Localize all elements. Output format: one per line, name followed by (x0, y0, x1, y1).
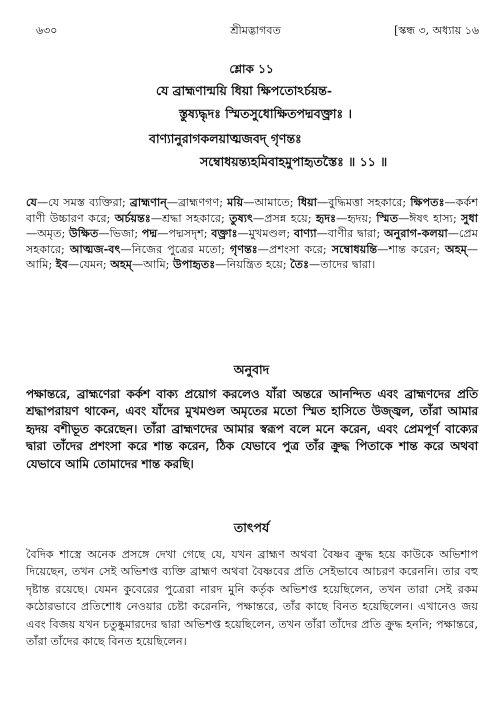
synonym-word: অনুরাগ-কলয়া (383, 226, 448, 241)
synonym-word: ব্রাহ্মণান্ (129, 195, 167, 209)
synonym-word: সম্বোধয়ন্তি (331, 241, 378, 256)
synonym-word: অর্চয়ন্তঃ (114, 210, 151, 225)
synonym-word: গৃণন্তঃ (230, 241, 258, 256)
synonym-word: ধিয়া (297, 195, 317, 209)
purport-heading: তাৎপর্য (233, 520, 270, 535)
synonym-word: হৃদঃ (315, 210, 337, 225)
synonym-word: বাণ্যা (293, 226, 317, 241)
synonym-word: পদ্ম (141, 226, 158, 241)
synonym-meaning: প্রশংসা করে (268, 242, 323, 256)
synonym-word: অহম্ (445, 241, 467, 256)
synonym-word: অহম্ (110, 257, 133, 272)
synonym-meaning: ঈষৎ হাস্য (409, 211, 453, 225)
synonym-meaning: শান্ত করেন (388, 242, 437, 256)
verse-line: বাণ্যানুরাগকলয়াত্মজবদ্ গৃণন্তঃ (149, 131, 302, 146)
synonym-meaning: আমি (143, 258, 166, 272)
synonym-word: বক্ত্রাঃ (211, 226, 238, 241)
synonym-word: ময়ি (227, 195, 244, 209)
synonym-word: স্মিত (376, 210, 399, 225)
page-number: ৬৩০ (36, 24, 58, 37)
synonym-meaning: প্রেম সহকারে (26, 227, 478, 256)
synonym-word: তৈঃ (290, 257, 310, 272)
synonym-word: আত্মজ-বৎ (69, 241, 121, 256)
translation-text: পক্ষান্তরে, ব্রাহ্মণেরা কর্কশ বাক্য প্রয়োগ করলেও যাঁরা অন্তরে আনন্দিত এবং ব্রাহ্মণদের প্রতি শ্রদ্ধাপরায়ণ থাকেন, এবং যাঁদের মুখমণ্ডল অমৃতের মতো স্মিত হাসিতে উজ্জ্বল, তাঁরা আমার হৃদয় বশীভূত করেছেন। তাঁরা ব্রাহ্মণদের আমার স্বরূপ বলে মনে করেন, এবং প্রেমপূর্ণ বাক্যের দ্বারা তাঁদের প্রশংসা করে শান্ত করেন, ঠিক যেভাবে পুত্র তাঁর ক্রুদ্ধ পিতাকে শান্ত করে অথবা যেভাবে আমি তোমাদের শান্ত করছি। (26, 387, 478, 471)
synonym-meaning: যে সমস্ত ব্যক্তিরা (48, 196, 123, 209)
synonym-meaning: প্রসন্ন হয়ে (264, 211, 308, 225)
verse-line: সম্বোধয়ন্ত্যহমিবাহমুপাহৃতস্তৈঃ ॥ ১১ ॥ (200, 154, 388, 169)
synonym-meaning: বুদ্ধিমত্তা সহকারে (328, 196, 403, 209)
synonym-meaning: যেমন (79, 258, 103, 272)
translation-heading: অনুবাদ (233, 362, 270, 377)
synonym-meaning: তাদের দ্বারা (320, 258, 372, 272)
synonym-meaning: নিয়ন্ত্রিত হয়ে (226, 258, 283, 272)
synonym-word: উপাহৃতঃ (173, 257, 216, 272)
section-reference: [স্কন্ধ ৩, অধ্যায় ১৬ (394, 24, 479, 37)
synonym-meaning: হৃদয় (347, 211, 369, 225)
synonyms-paragraph: যে—যে সমস্ত ব্যক্তিরা; ব্রাহ্মণান্—ব্রাহ্মণগণ; ময়ি—আমাতে; ধিয়া—বুদ্ধিমত্তা সহকারে; ক্ষিপতঃ—কর্কশ বাণী উচ্চারণ করে; অর্চয়ন্তঃ—শ্রদ্ধা সহকারে; তুষ্যৎ—প্রসন্ন হয়ে; হৃদঃ—হৃদয়; স্মিত—ঈষৎ হাস্য; সুধা—অমৃত; উক্ষিত—ভিজা; পদ্ম—পদ্মসদৃশ; বক্ত্রাঃ—মুখমণ্ডল; বাণ্যা—বাণীর দ্বারা; অনুরাগ-কলয়া—প্রেম সহকারে; আত্মজ-বৎ—নিজের পুত্রের মতো; গৃণন্তঃ—প্রশংসা করে; সম্বোধয়ন্তি—শান্ত করেন; অহম্—আমি; ইব—যেমন; অহম্—আমি; উপাহৃতঃ—নিয়ন্ত্রিত হয়ে; তৈঃ—তাদের দ্বারা। (26, 195, 479, 272)
synonym-meaning: পদ্মসদৃশ (168, 227, 204, 241)
synonym-meaning: আমি (26, 258, 49, 272)
synonym-meaning: নিজের পুত্রের মতো (131, 242, 222, 256)
synonym-meaning: অমৃত (37, 227, 62, 241)
page-header (30, 22, 481, 40)
synonym-meaning: শ্রদ্ধা সহকারে (162, 211, 221, 225)
synonym-meaning: আমাতে (254, 196, 290, 209)
verse-line: যে ব্রাহ্মণান্ময়ি ধিয়া ক্ষিপতোঽর্চয়ন্ত- (156, 83, 333, 98)
synonym-word: সুধা (461, 210, 479, 225)
synonym-meaning: মুখমণ্ডল (248, 227, 287, 241)
synonym-word: ইব (55, 257, 68, 272)
synonym-word: ক্ষিপতঃ (410, 195, 445, 209)
verse-label: শ্লোক ১১ (229, 62, 274, 76)
synonym-word: তুষ্যৎ (229, 210, 253, 225)
synonym-meaning: কর্কশ বাণী উচ্চারণ করে (26, 196, 478, 225)
verse-line: স্তুষ্যদ্ধৃদঃ স্মিতসুধোক্ষিতপদ্মবক্ত্রাঃ । (179, 106, 352, 121)
synonym-word: যে (26, 195, 37, 209)
synonym-meaning: ভিজা (109, 227, 135, 241)
purport-text: বৈদিক শাস্ত্রে অনেক প্রসঙ্গে দেখা গেছে যে, যখন ব্রাহ্মণ অথবা বৈষ্ণব ক্রুদ্ধ হয়ে কাউকে অভিশাপ দিয়েছেন, তখন সেই অভিশপ্ত ব্যক্তি ব্রাহ্মণ অথবা বৈষ্ণবের প্রতি সেইভাবে আচরণ করেননি। তার বহু দৃষ্টান্ত রয়েছে। যেমন কুবেরের পুত্রেরা নারদ মুনি কর্তৃক অভিশপ্ত হয়েছিলেন, তখন তারা সেই রকম কঠোরভাবে প্রতিশোধ নেওয়ার চেষ্টা করেননি, পক্ষান্তরে, তাঁর কাছে বিনত হয়েছিলেন। এখানেও জয় এবং বিজয় যখন চতুষ্কুমারদের দ্বারা অভিশপ্ত হয়েছিলেন, তখন তাঁরা তাঁদের প্রতি ক্রুদ্ধ হননি; পক্ষান্তরে, তাঁরা তাঁদের কাছে বিনত হয়েছিলেন। (26, 548, 478, 649)
book-title: শ্রীমদ্ভাগবত (230, 24, 281, 37)
synonym-meaning: ব্রাহ্মণগণ (178, 196, 220, 209)
synonym-word: উক্ষিত (69, 226, 99, 241)
synonym-meaning: বাণীর দ্বারা (327, 227, 377, 241)
